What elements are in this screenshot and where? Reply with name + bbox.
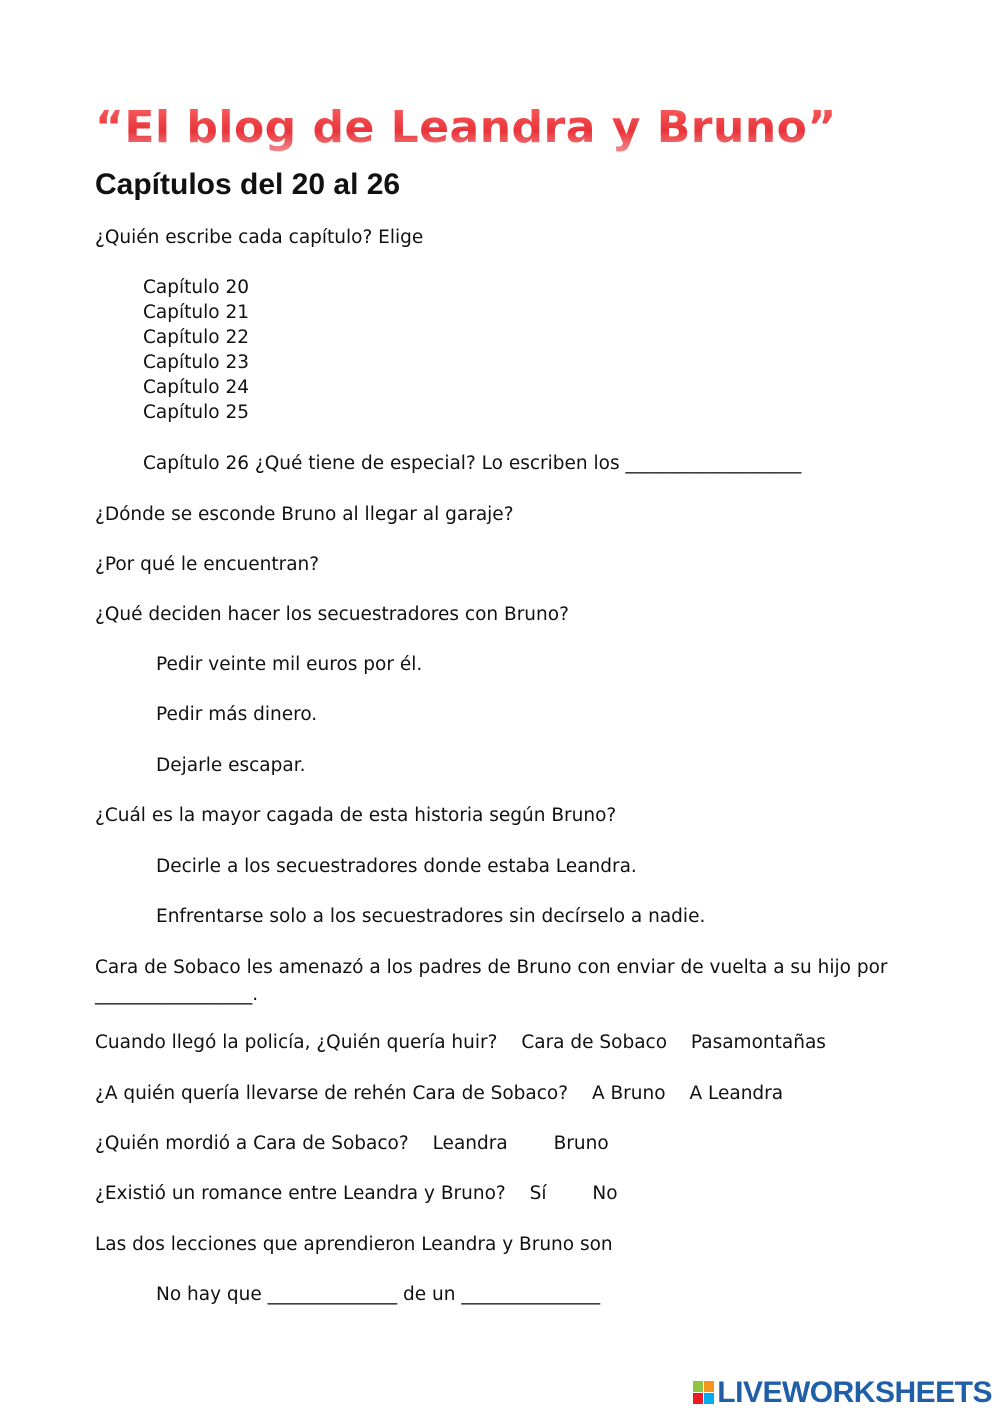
chapter-26-question: Capítulo 26 ¿Qué tiene de especial? Lo escriben los ___________________	[143, 453, 802, 474]
option-pasamontanas[interactable]: Pasamontañas	[690, 1032, 826, 1053]
question-kidnappers-decision: ¿Qué deciden hacer los secuestradores con Bruno?	[95, 604, 569, 625]
answer-blank-threat[interactable]: _________________.	[95, 984, 259, 1005]
chapter-25-label: Capítulo 25	[143, 402, 249, 423]
chapter-23-label: Capítulo 23	[143, 352, 249, 373]
question-threat-line1: Cara de Sobaco les amenazó a los padres de Bruno con enviar de vuelta a su hijo por	[95, 957, 888, 978]
question-who-bit	[95, 1131, 609, 1156]
question-who-bit-text: ¿Quién mordió a Cara de Sobaco?	[95, 1133, 409, 1154]
option-decirle-secuestradores[interactable]: Decirle a los secuestradores donde estaba Leandra.	[156, 856, 637, 877]
option-cara-de-sobaco[interactable]: Cara de Sobaco	[521, 1032, 668, 1053]
question-lessons: Las dos lecciones que aprendieron Leandra y Bruno son	[95, 1234, 613, 1255]
worksheet-subtitle: Capítulos del 20 al 26	[95, 168, 401, 201]
option-no[interactable]: No	[592, 1183, 618, 1204]
liveworksheets-logo	[693, 1376, 992, 1410]
option-enfrentarse-solo[interactable]: Enfrentarse solo a los secuestradores sin decírselo a nadie.	[156, 906, 706, 927]
option-dejarle-escapar[interactable]: Dejarle escapar.	[156, 755, 306, 776]
question-hostage-text: ¿A quién quería llevarse de rehén Cara de Sobaco?	[95, 1083, 569, 1104]
question-who-flee-text: Cuando llegó la policía, ¿Quién quería huir?	[95, 1032, 498, 1053]
question-biggest-mistake: ¿Cuál es la mayor cagada de esta historia según Bruno?	[95, 805, 617, 826]
answer-blank-lessons[interactable]: No hay que ______________ de un _______________	[156, 1284, 601, 1305]
liveworksheets-logo-text: LIVEWORKSHEETS	[717, 1376, 992, 1409]
logo-square-orange	[704, 1381, 714, 1392]
option-veinte-mil[interactable]: Pedir veinte mil euros por él.	[156, 654, 423, 675]
question-hiding-place: ¿Dónde se esconde Bruno al llegar al garaje?	[95, 504, 514, 525]
chapter-20-label: Capítulo 20	[143, 277, 249, 298]
liveworksheets-logo-icon	[693, 1381, 715, 1405]
question-who-writes: ¿Quién escribe cada capítulo? Elige	[95, 227, 424, 248]
option-bruno[interactable]: Bruno	[553, 1133, 609, 1154]
chapter-22-label: Capítulo 22	[143, 327, 249, 348]
logo-square-red	[693, 1393, 703, 1404]
question-romance	[95, 1181, 618, 1206]
logo-square-blue	[704, 1393, 714, 1404]
question-who-flee	[95, 1030, 826, 1055]
logo-square-green	[693, 1381, 703, 1392]
worksheet-title: “El blog de Leandra y Bruno”	[95, 98, 837, 158]
option-a-leandra[interactable]: A Leandra	[689, 1083, 784, 1104]
question-hostage	[95, 1081, 783, 1106]
chapter-24-label: Capítulo 24	[143, 377, 249, 398]
option-si[interactable]: Sí	[529, 1183, 547, 1204]
chapter-21-label: Capítulo 21	[143, 302, 249, 323]
question-why-found: ¿Por qué le encuentran?	[95, 554, 320, 575]
option-a-bruno[interactable]: A Bruno	[591, 1083, 666, 1104]
option-leandra[interactable]: Leandra	[432, 1133, 508, 1154]
question-romance-text: ¿Existió un romance entre Leandra y Bruno?	[95, 1183, 506, 1204]
option-mas-dinero[interactable]: Pedir más dinero.	[156, 704, 318, 725]
